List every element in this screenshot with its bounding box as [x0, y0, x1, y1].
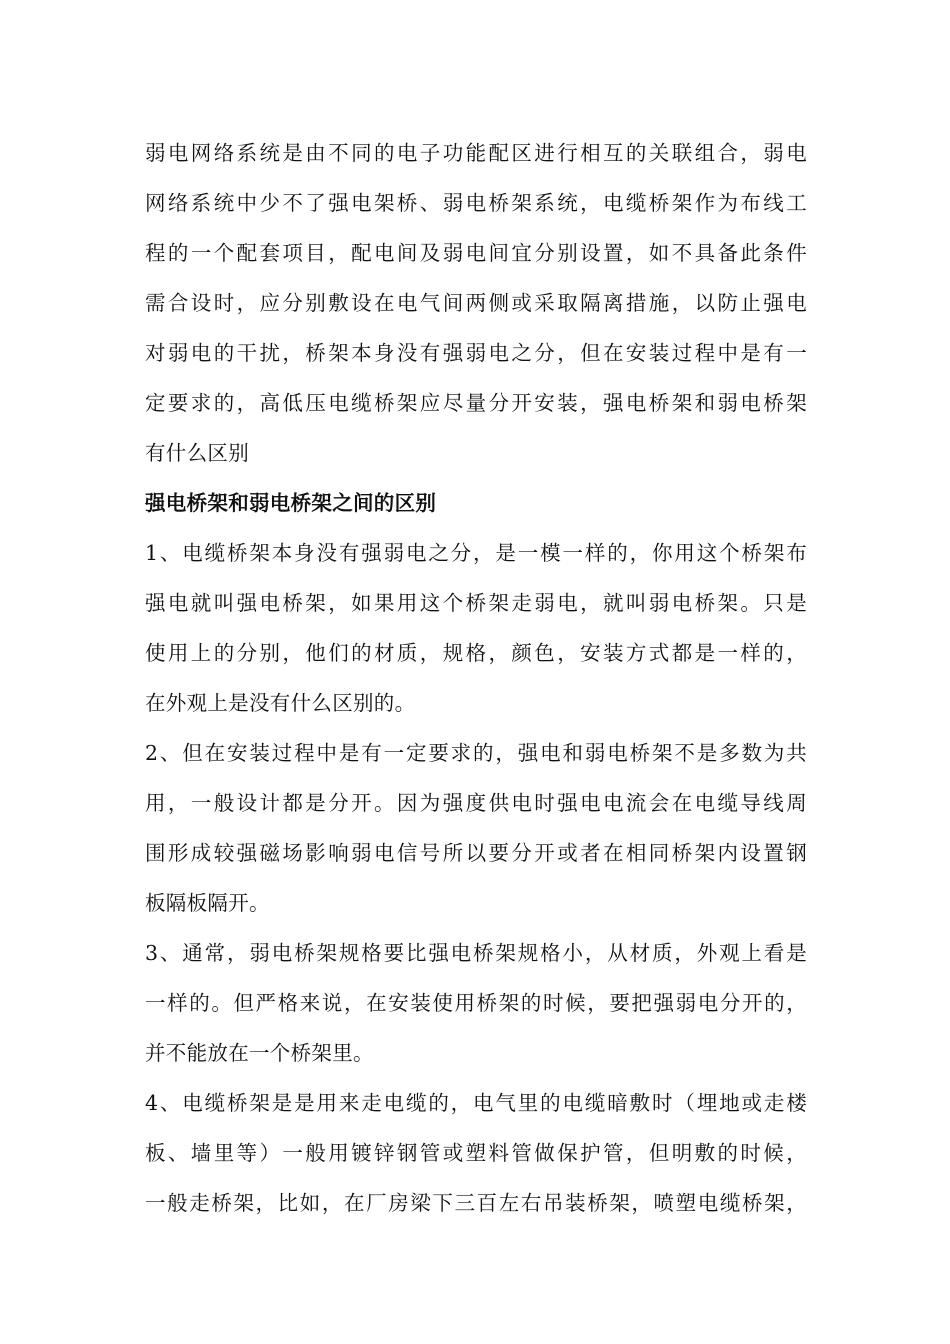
text-line: 强电就叫强电桥架，如果用这个桥架走弱电，就叫弱电桥架。只是	[145, 591, 807, 615]
text-line: 网络系统中少不了强电架桥、弱电桥架系统，电缆桥架作为布线工	[145, 191, 807, 215]
point-4-paragraph	[145, 1078, 807, 1228]
intro-paragraph	[145, 128, 807, 478]
text-line: 4、电缆桥架是是用来走电缆的，电气里的电缆暗敷时（埋地或走楼	[145, 1091, 807, 1115]
text-line: 使用上的分别，他们的材质，规格，颜色，安装方式都是一样的，	[145, 641, 807, 665]
text-line: 程的一个配套项目，配电间及弱电间宜分别设置，如不具备此条件	[145, 241, 807, 265]
text-line: 有什么区别	[145, 441, 249, 465]
text-line: 围形成较强磁场影响弱电信号所以要分开或者在相同桥架内设置钢	[145, 841, 807, 865]
text-line: 一样的。但严格来说，在安装使用桥架的时候，要把强弱电分开的，	[145, 991, 807, 1015]
text-line: 一般走桥架，比如，在厂房梁下三百左右吊装桥架，喷塑电缆桥架，	[145, 1191, 807, 1215]
section-heading	[145, 478, 807, 528]
text-line: 2、但在安装过程中是有一定要求的，强电和弱电桥架不是多数为共	[145, 741, 807, 765]
text-line: 需合设时，应分别敷设在电气间两侧或采取隔离措施，以防止强电	[145, 291, 807, 315]
point-2-paragraph	[145, 728, 807, 928]
point-1-paragraph	[145, 528, 807, 728]
text-line: 1、电缆桥架本身没有强弱电之分，是一模一样的，你用这个桥架布	[145, 541, 807, 565]
text-line: 用，一般设计都是分开。因为强度供电时强电电流会在电缆导线周	[145, 791, 807, 815]
document-page	[145, 128, 807, 1228]
text-line: 3、通常，弱电桥架规格要比强电桥架规格小，从材质，外观上看是	[145, 941, 807, 965]
point-3-paragraph	[145, 928, 807, 1078]
text-line: 在外观上是没有什么区别的。	[145, 691, 416, 715]
text-line: 并不能放在一个桥架里。	[145, 1041, 374, 1065]
text-line: 板、墙里等）一般用镀锌钢管或塑料管做保护管，但明敷的时候，	[145, 1141, 807, 1165]
text-line: 板隔板隔开。	[145, 891, 270, 915]
text-line: 对弱电的干扰，桥架本身没有强弱电之分，但在安装过程中是有一	[145, 341, 807, 365]
section-heading-text: 强电桥架和弱电桥架之间的区别	[145, 491, 437, 515]
text-line: 定要求的，高低压电缆桥架应尽量分开安装，强电桥架和弱电桥架	[145, 391, 807, 415]
text-line: 弱电网络系统是由不同的电子功能配区进行相互的关联组合，弱电	[145, 141, 807, 165]
